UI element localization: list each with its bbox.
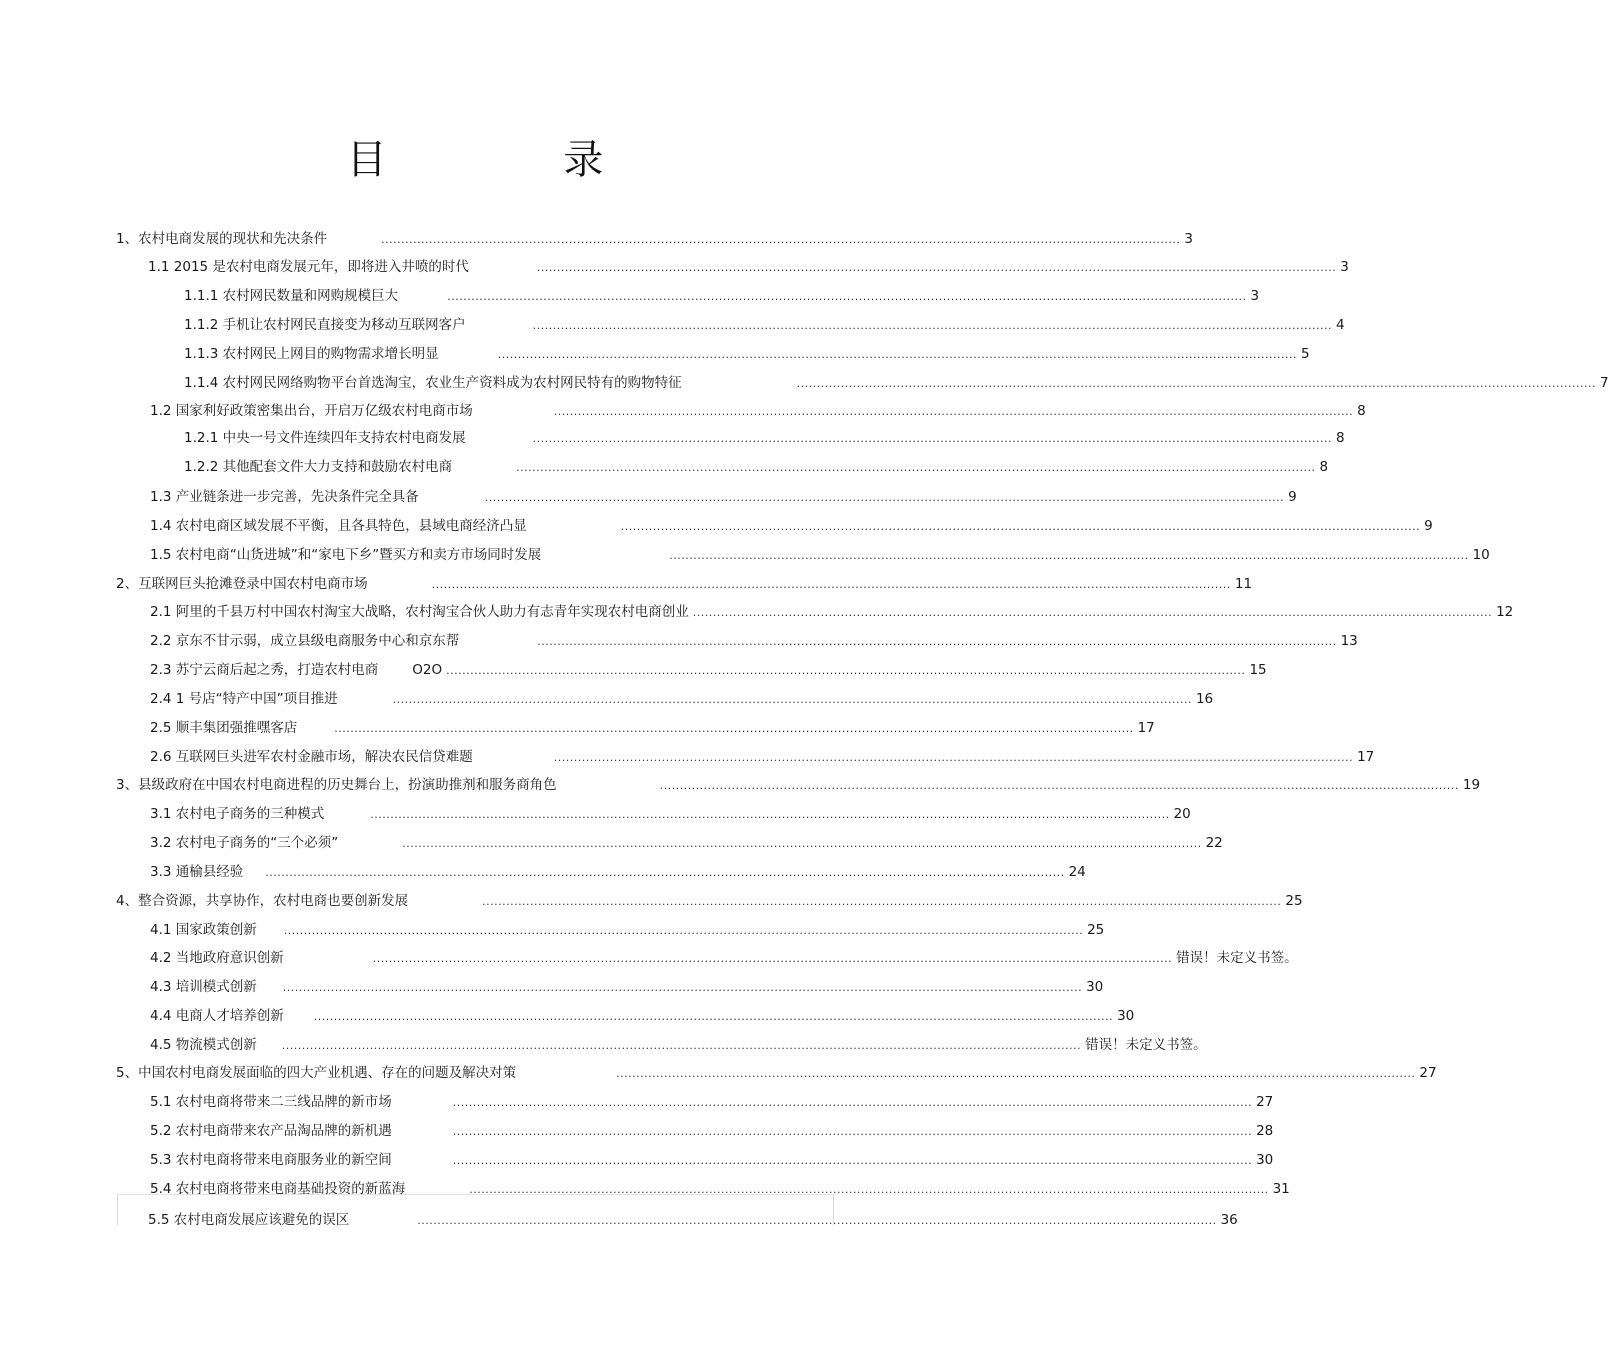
toc-entry-label: 2.3 苏宁云商后起之秀，打造农村电商 [150,662,379,678]
toc-entry[interactable] [150,1174,1290,1198]
toc-entry-page: 11 [1234,576,1253,592]
toc-entry-page: 3 [1184,231,1194,247]
leader-dots: ........................................................................................................................................................................................................ [381,233,1181,246]
toc-entry[interactable] [116,569,1253,593]
toc-entry-label: 3.1 农村电子商务的三种模式 [150,806,325,822]
toc-entry[interactable] [150,943,1298,967]
leader-dots: ........................................................................................................................................................................................................ [452,1125,1253,1138]
leader-dots: ........................................................................................................................................................................................................ [417,1214,1217,1227]
leader-dots: ........................................................................................................................................................................................................ [532,319,1332,332]
toc-entry-page: 17 [1357,749,1375,765]
toc-entry-label: 1.3 产业链条进一步完善，先决条件完全具备 [150,489,419,505]
toc-entry-label: 1.2.2 其他配套文件大力支持和鼓励农村电商 [184,459,453,475]
toc-entry[interactable] [150,742,1375,766]
leader-dots: ........................................................................................................................................................................................................ [659,779,1459,792]
leader-dots: ........................................................................................................................................................................................................ [446,664,1246,677]
toc-entry[interactable] [148,252,1349,276]
toc-entry-label: 2.6 互联网巨头进军农村金融市场，解决农民信贷难题 [150,749,473,765]
toc-entry[interactable] [150,396,1366,420]
leader-dots: ........................................................................................................................................................................................................ [482,895,1282,908]
toc-entry-page: 10 [1472,547,1490,563]
toc-entry[interactable] [150,1001,1135,1025]
toc-entry-page: 15 [1249,662,1267,678]
toc-entry-label: 5.1 农村电商将带来二三线品牌的新市场 [150,1094,392,1110]
leader-dots: ........................................................................................................................................................................................................ [484,491,1285,504]
toc-entry[interactable] [150,626,1358,650]
leader-dots: ........................................................................................................................................................................................................ [334,722,1134,735]
leader-dots: ........................................................................................................................................................................................................ [536,261,1337,274]
toc-entry-label: 4.2 当地政府意识创新 [150,950,284,966]
toc-entry-label: 4.1 国家政策创新 [150,922,257,938]
toc-entry-page: 20 [1173,806,1191,822]
leader-dots: ........................................................................................................................................................................................................ [497,348,1297,361]
toc-entry-page: 25 [1285,893,1303,909]
leader-dots: ........................................................................................................................................................................................................ [452,1154,1253,1167]
toc-entry[interactable] [150,1145,1274,1169]
leader-dots: ........................................................................................................................................................................................................ [692,606,1493,619]
toc-entry[interactable] [150,857,1086,881]
toc-entry[interactable] [184,310,1345,334]
leader-dots: ........................................................................................................................................................................................................ [616,1067,1416,1080]
toc-entry-page: 30 [1117,1008,1135,1024]
toc-entry[interactable] [150,1087,1274,1111]
toc-entry-page: 28 [1256,1123,1274,1139]
toc-entry[interactable] [150,713,1155,737]
toc-entry-label: 2、互联网巨头抢滩登录中国农村电商市场 [116,576,368,592]
toc-entry-page: 7 [1599,375,1609,391]
toc-entry-label: 3.2 农村电子商务的“三个必须” [150,835,339,851]
leader-dots: ........................................................................................................................................................................................................ [469,1183,1269,1196]
toc-entry-label: 2.2 京东不甘示弱，成立县级电商服务中心和京东帮 [150,633,460,649]
leader-dots: ........................................................................................................................................................................................................ [669,549,1469,562]
toc-entry[interactable] [116,1058,1437,1082]
toc-entry-label: 5.5 农村电商发展应该避免的误区 [148,1212,350,1228]
toc-entry[interactable] [184,452,1329,476]
toc-entry[interactable] [150,1030,1207,1054]
toc-entry[interactable] [184,368,1609,392]
leader-dots: ........................................................................................................................................................................................................ [447,290,1247,303]
leader-dots: ........................................................................................................................................................................................................ [537,635,1337,648]
leader-dots: ........................................................................................................................................................................................................ [372,952,1173,965]
toc-entry-label: 5、中国农村电商发展面临的四大产业机遇、存在的问题及解决对策 [116,1065,517,1081]
toc-entry-page: 5 [1300,346,1310,362]
toc-entry-page: 30 [1086,979,1104,995]
toc-entry-page: 19 [1462,777,1481,793]
toc-entry-label: 5.3 农村电商将带来电商服务业的新空间 [150,1152,392,1168]
toc-entry-page: 36 [1220,1212,1238,1228]
toc-entry-label: 4.3 培训模式创新 [150,979,257,995]
toc-entry[interactable] [150,511,1433,535]
toc-entry-label-suffix: O2O [412,662,443,678]
toc-entry-label: 4、整合资源，共享协作，农村电商也要创新发展 [116,893,409,909]
toc-entry-page: 13 [1340,633,1358,649]
leader-dots: ........................................................................................................................................................................................................ [402,837,1202,850]
leader-dots: ........................................................................................................................................................................................................ [370,808,1170,821]
toc-entry-label: 2.1 阿里的千县万村中国农村淘宝大战略，农村淘宝合伙人助力有志青年实现农村电商创业 [150,604,689,620]
toc-entry-page: 8 [1357,403,1366,419]
toc-entry[interactable] [116,224,1194,248]
toc-entry-page: 8 [1335,430,1345,446]
toc-entry-label: 1.5 农村电商“山货进城”和“家电下乡”暨买方和卖方市场同时发展 [150,547,542,563]
leader-dots: ........................................................................................................................................................................................................ [532,432,1332,445]
toc-entry-label: 3.3 通榆县经验 [150,864,244,880]
toc-entry[interactable] [116,770,1481,794]
toc-entry-page: 30 [1256,1152,1274,1168]
toc-entry-page: 17 [1137,720,1155,736]
leader-dots: ........................................................................................................................................................................................................ [313,1010,1114,1023]
toc-entry-page: 4 [1335,317,1345,333]
toc-entry-label: 1.1.4 农村网民网络购物平台首选淘宝，农业生产资料成为农村网民特有的购物特征 [184,375,682,391]
toc-entry[interactable] [150,540,1490,564]
leader-dots: ........................................................................................................................................................................................................ [553,751,1354,764]
toc-entry-label: 2.5 顺丰集团强推嘿客店 [150,720,298,736]
toc-entry-page: 27 [1256,1094,1274,1110]
toc-entry-page: 错误！未定义书签。 [1176,950,1298,966]
toc-entry-page: 3 [1340,259,1349,275]
toc-entry[interactable] [184,423,1345,447]
toc-entry-label: 4.5 物流模式创新 [150,1037,257,1053]
toc-entry-page: 12 [1496,604,1514,620]
toc-entry-label: 1.1 2015 是农村电商发展元年，即将进入井喷的时代 [148,259,469,275]
leader-dots: ........................................................................................................................................................................................................ [283,924,1084,937]
toc-entry-label: 1.4 农村电商区域发展不平衡，且各具特色，县域电商经济凸显 [150,518,527,534]
toc-entry[interactable] [116,886,1303,910]
toc-entry[interactable] [150,1116,1274,1140]
toc-entry-page: 8 [1319,459,1329,475]
toc-entry-label: 1、农村电商发展的现状和先决条件 [116,231,328,247]
toc-entry-label: 1.2.1 中央一号文件连续四年支持农村电商发展 [184,430,466,446]
leader-dots: ........................................................................................................................................................................................................ [281,1039,1082,1052]
leader-dots: ........................................................................................................................................................................................................ [282,981,1083,994]
toc-entry-label: 5.4 农村电商将带来电商基础投资的新蓝海 [150,1181,406,1197]
toc-entry[interactable] [150,597,1514,621]
leader-dots: ........................................................................................................................................................................................................ [265,866,1065,879]
toc-entry-label: 3、县级政府在中国农村电商进程的历史舞台上，扮演助推剂和服务商角色 [116,777,557,793]
toc-entry-page: 16 [1195,691,1214,707]
leader-dots: ........................................................................................................................................................................................................ [431,578,1231,591]
toc-entry-page: 9 [1424,518,1433,534]
toc-entry-label: 2.4 1 号店“特产中国”项目推进 [150,691,338,707]
toc-entry-label: 5.2 农村电商带来农产品淘品牌的新机遇 [150,1123,392,1139]
toc-entry-page: 25 [1087,922,1105,938]
leader-dots: ........................................................................................................................................................................................................ [516,461,1316,474]
toc-entry[interactable] [150,972,1104,996]
toc-entry[interactable] [148,1205,1238,1229]
toc-entry[interactable] [150,482,1297,506]
leader-dots: ........................................................................................................................................................................................................ [796,377,1596,390]
toc-entry-label: 4.4 电商人才培养创新 [150,1008,284,1024]
toc-entry[interactable] [150,684,1214,708]
leader-dots: ........................................................................................................................................................................................................ [392,693,1192,706]
toc-entry[interactable] [150,799,1191,823]
toc-entry-label: 1.1.1 农村网民数量和网购规模巨大 [184,288,399,304]
toc-entry-page: 27 [1419,1065,1437,1081]
toc-entry[interactable] [184,339,1310,363]
toc-entry-page: 9 [1288,489,1297,505]
leader-dots: ........................................................................................................................................................................................................ [620,520,1421,533]
leader-dots: ........................................................................................................................................................................................................ [553,405,1354,418]
toc-entry[interactable] [150,915,1105,939]
toc-entry-page: 24 [1068,864,1086,880]
toc-entry-label: 1.2 国家利好政策密集出台，开启万亿级农村电商市场 [150,403,473,419]
toc-entry[interactable] [150,655,1267,679]
toc-entry-page: 错误！未定义书签。 [1085,1037,1207,1053]
page-title: 目 录 [346,137,686,183]
toc-entry-page: 22 [1205,835,1223,851]
toc-entry-label: 1.1.3 农村网民上网目的购物需求增长明显 [184,346,439,362]
toc-entry-page: 3 [1250,288,1260,304]
leader-dots: ........................................................................................................................................................................................................ [452,1096,1253,1109]
toc-entry[interactable] [184,281,1260,305]
toc-entry[interactable] [150,828,1223,852]
toc-entry-page: 31 [1272,1181,1290,1197]
toc-entry-label: 1.1.2 手机让农村网民直接变为移动互联网客户 [184,317,466,333]
